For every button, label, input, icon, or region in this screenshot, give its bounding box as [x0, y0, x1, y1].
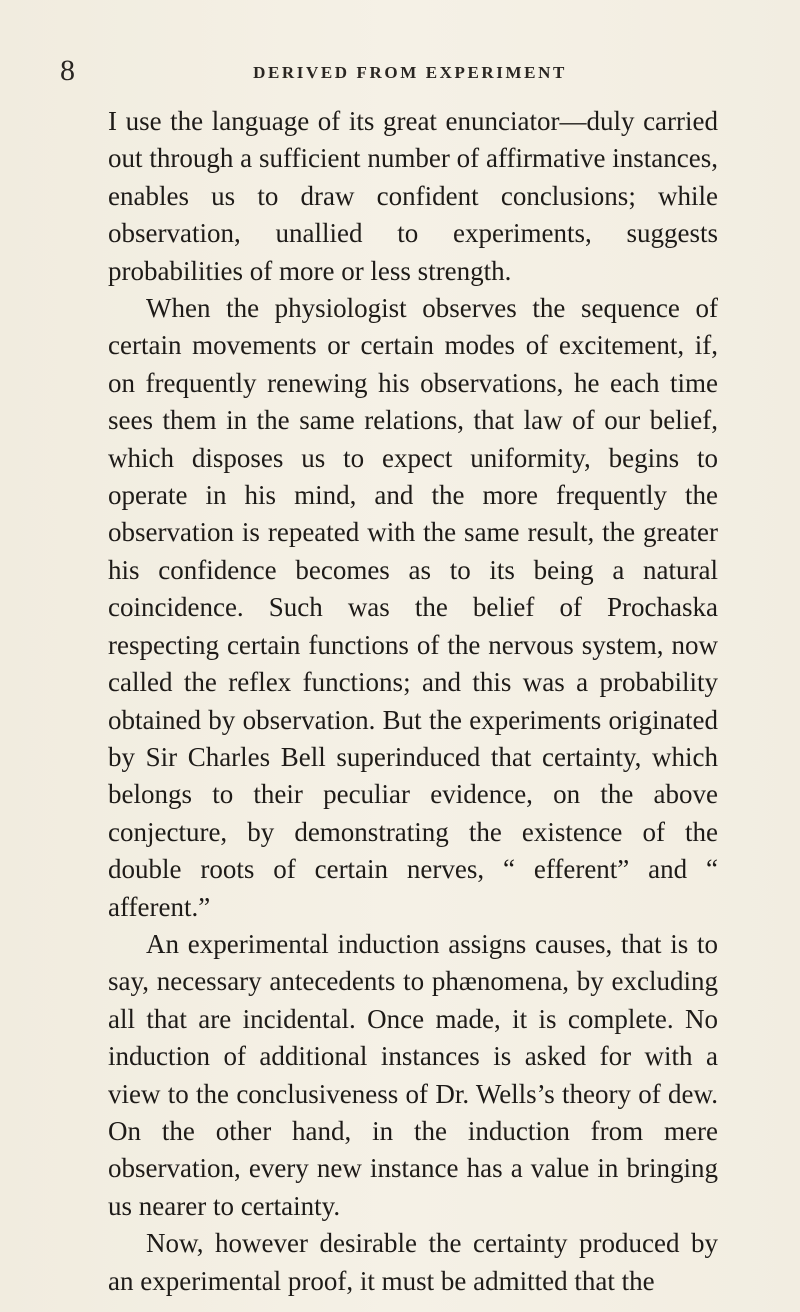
page-number: 8 — [60, 54, 75, 87]
running-head-title: DERIVED FROM EXPERIMENT — [253, 63, 567, 82]
running-head — [60, 54, 760, 90]
paragraph-1: I use the language of its great enunciator—duly carried out through a sufficient number of affirmative instances, enables us to draw confident conclusions; while observation, unallied to experiments, suggests probabilities of more or less strength. — [108, 106, 718, 286]
paragraph-3: An experimental induction assigns causes, that is to say, necessary antecedents to phænomena, by excluding all that are incidental. Once made, it is complete. No induction of additional instances is asked for with a view to the conclusiveness of Dr. Wells’s theory of dew. On the other hand, in the induction from mere observation, every new instance has a value in bringing us nearer to certainty. — [108, 928, 718, 1221]
paragraph-2: When the physiologist observes the sequence of certain movements or certain modes of excitement, if, on frequently renewing his observations, he each time sees them in the same relations, that law of our belief, which disposes us to expect uniformity, begins to operate in his mind, and the more frequently the observation is repeated with the same result, the greater his confidence becomes as to its being a natural coincidence. Such was the belief of Prochaska respecting certain functions of the nervous system, now called the reflex functions; and this was a probability obtained by observation. But the experiments originated by Sir Charles Bell superinduced that certainty, which belongs to their peculiar evidence, on the above conjecture, by demonstrating the existence of the double roots of certain nerves, “ efferent” and “ afferent.” — [108, 293, 718, 922]
paragraph-4: Now, however desirable the certainty produced by an experimental proof, it must be admitted that the — [108, 1228, 718, 1296]
body-text — [108, 103, 718, 1300]
